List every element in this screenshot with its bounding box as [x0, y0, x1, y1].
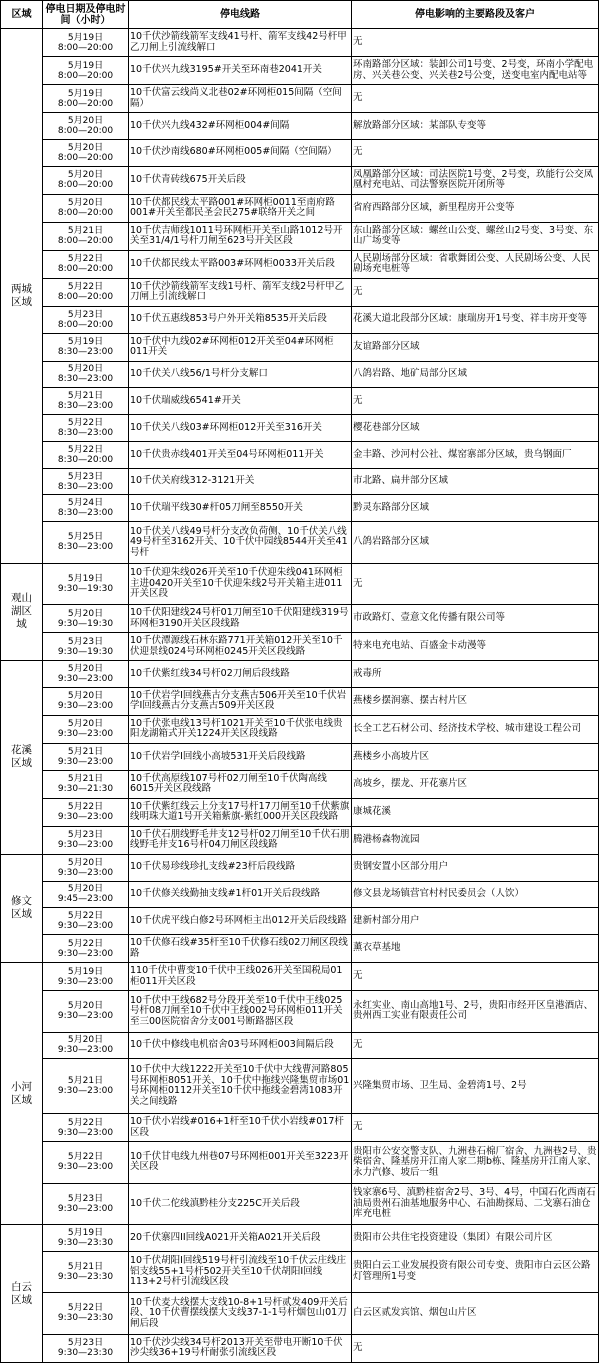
table-row: [1, 633, 599, 661]
outage-line-cell: 10千伏都民线太平路003#环网柜0033开关后段: [129, 250, 352, 278]
outage-hours: 8:00—20:00: [57, 236, 114, 247]
outage-hours: 8:00—20:00: [57, 152, 114, 163]
affected-customers-cell: 无: [352, 963, 599, 991]
outage-hours: 9:30—23:00: [57, 1162, 114, 1173]
table-row: [1, 388, 599, 415]
header-area: 区域: [1, 1, 43, 29]
outage-hours: 9:30—23:00: [57, 1045, 114, 1056]
affected-customers-cell: 人民剧场部分区域：省歌舞团公变、人民剧场公变、人民剧场充电桩等: [352, 250, 599, 278]
area-cell: 观山 湖区 域: [1, 563, 43, 660]
outage-date: 5月22日: [67, 911, 104, 922]
table-row: [1, 991, 599, 1032]
time-cell: [43, 935, 129, 963]
outage-line-cell: 10千伏中修线电机宿舍03号环网柜003间隔后段: [129, 1032, 352, 1059]
outage-hours: 8:00—20:00: [57, 319, 114, 330]
table-row: [1, 139, 599, 166]
affected-customers-cell: 修文县龙场镇营官村村民委员会（人饮）: [352, 881, 599, 908]
affected-customers-cell: 高坡乡，摆龙、开花寨片区: [352, 770, 599, 798]
outage-date: 5月21日: [67, 1076, 104, 1087]
outage-line-cell: 10千伏高原线107号杆02刀闸至10千伏陶高线6015开关区段线路: [129, 770, 352, 798]
time-cell: [43, 1059, 129, 1114]
outage-line-cell: 10千伏中九线02#环网柜012开关至04#环网柜011开关: [129, 333, 352, 361]
table-row: [1, 113, 599, 140]
affected-customers-cell: 贵钢安置小区部分用户: [352, 854, 599, 881]
affected-customers-cell: 樱花巷部分区域: [352, 415, 599, 442]
affected-customers-cell: 长全工艺石材公司、经济技术学校、城市建设工程公司: [352, 715, 599, 743]
outage-hours: 9:30—23:30: [57, 1271, 114, 1282]
outage-date: 5月20日: [67, 884, 104, 895]
outage-date: 5月21日: [67, 391, 104, 402]
time-cell: [43, 1251, 129, 1292]
outage-hours: 9:30—23:30: [57, 1237, 114, 1248]
time-cell: [43, 881, 129, 908]
outage-date: 5月22日: [67, 444, 104, 455]
outage-hours: 8:00—20:00: [57, 180, 114, 191]
outage-hours: 8:00—20:00: [57, 70, 114, 81]
outage-hours: 8:00—20:00: [57, 292, 114, 303]
outage-line-cell: 10千伏修石线#35杆至10千伏修石线02刀闸区段线路: [129, 935, 352, 963]
outage-date: 5月20日: [67, 115, 104, 126]
table-row: [1, 1293, 599, 1334]
outage-date: 5月25日: [67, 532, 104, 543]
outage-line-cell: 20千伏寨四II回线A021开关箱A021开关后段: [129, 1225, 352, 1252]
time-cell: [43, 633, 129, 661]
affected-customers-cell: 无: [352, 139, 599, 166]
time-cell: [43, 333, 129, 361]
outage-line-cell: 110千伏中曹变10千伏中王线026开关至国税局01柜011开关区段: [129, 963, 352, 991]
outage-date: 5月20日: [67, 198, 104, 209]
table-row: [1, 166, 599, 194]
time-cell: [43, 415, 129, 442]
outage-date: 5月23日: [67, 1338, 104, 1349]
outage-line-cell: 10千伏二佗线滇黔桂分支225C开关后段: [129, 1183, 352, 1224]
outage-date: 5月22日: [67, 417, 104, 428]
outage-line-cell: 10千伏中王线682号分段开关至10千伏中王线025号杆08刀闸至10千伏中王线002号环网柜011开关至三00医院宿舍分支001号断路器区段: [129, 991, 352, 1032]
outage-date: 5月22日: [67, 1117, 104, 1128]
area-cell: 两城 区域: [1, 29, 43, 564]
affected-customers-cell: 八鸽岩路、地矿局部分区域: [352, 361, 599, 388]
outage-line-cell: 10千伏都民线太平路001#环网柜0011至南府路001#开关至都民圣会民275#联络开关之间: [129, 194, 352, 222]
header-row: [1, 1, 599, 29]
outage-hours: 9:30—19:30: [57, 618, 114, 629]
outage-line-cell: 10千伏潭源线石林东路771开关箱012开关至10千伏迎景线024号环网柜0245开关区段线路: [129, 633, 352, 661]
outage-line-cell: 10千伏五惠线853号户外开关箱8535开关后段: [129, 306, 352, 333]
outage-date: 5月22日: [67, 1303, 104, 1314]
outage-hours: 9:30—23:00: [57, 948, 114, 959]
table-row: [1, 770, 599, 798]
time-cell: [43, 57, 129, 85]
outage-line-cell: 10千伏阳建线24号杆01刀闸至10千伏阳建线319号环网柜3190开关区段线路: [129, 605, 352, 633]
outage-hours: 9:30—23:00: [57, 976, 114, 987]
time-cell: [43, 1225, 129, 1252]
outage-hours: 9:30—21:30: [57, 784, 114, 795]
outage-hours: 9:30—23:00: [57, 1011, 114, 1022]
outage-line-cell: 10千伏兴九线3195#开关至环南巷2041开关: [129, 57, 352, 85]
time-cell: [43, 194, 129, 222]
area-cell: 修文 区域: [1, 854, 43, 962]
time-cell: [43, 1032, 129, 1059]
affected-customers-cell: 腾港杨森物流园: [352, 826, 599, 854]
table-row: [1, 361, 599, 388]
outage-line-cell: 10千伏青砖线675开关后段: [129, 166, 352, 194]
outage-date: 5月21日: [67, 1261, 104, 1272]
time-cell: [43, 113, 129, 140]
outage-line-cell: 10千伏麦大线摆大支线10-8+1号杆贰发409开关后段、10千伏曹摆线摆大支线37-1-1号杆烟包山01刀闸后段: [129, 1293, 352, 1334]
outage-hours: 9:30—23:00: [57, 867, 114, 878]
table-row: [1, 563, 599, 604]
affected-customers-cell: 黔灵东路部分区域: [352, 495, 599, 522]
affected-customers-cell: 东山路部分区域：螺丝山公变、螺丝山2号变、3号变、东山广场变等: [352, 222, 599, 250]
outage-hours: 8:30—23:00: [57, 542, 114, 553]
affected-customers-cell: 友谊路部分区域: [352, 333, 599, 361]
affected-customers-cell: 省府西路部分区域，新里程房开公变等: [352, 194, 599, 222]
table-row: [1, 798, 599, 826]
outage-hours: 9:45—23:00: [57, 894, 114, 905]
affected-customers-cell: 无: [352, 563, 599, 604]
outage-hours: 9:30—23:00: [57, 1203, 114, 1214]
table-row: [1, 1114, 599, 1142]
table-row: [1, 333, 599, 361]
affected-customers-cell: 特来电充电站、百盛金卡动漫等: [352, 633, 599, 661]
time-cell: [43, 1183, 129, 1224]
time-cell: [43, 1142, 129, 1183]
table-row: [1, 29, 599, 57]
outage-hours: 8:30—23:00: [57, 427, 114, 438]
affected-customers-cell: 无: [352, 1114, 599, 1142]
table-row: [1, 854, 599, 881]
table-row: [1, 441, 599, 468]
outage-line-cell: 10千伏关府线312-3121开关: [129, 468, 352, 495]
outage-date: 5月20日: [67, 1035, 104, 1046]
outage-line-cell: 10千伏胡阳I回线519号杆引流线至10千伏云庄线庄铝支线55+1号杆502开关至10千伏胡阳I回线113+2号杆引流线区段: [129, 1251, 352, 1292]
table-row: [1, 415, 599, 442]
table-row: [1, 687, 599, 715]
outage-date: 5月22日: [67, 802, 104, 813]
outage-hours: 9:30—23:30: [57, 1348, 114, 1359]
outage-date: 5月20日: [67, 364, 104, 375]
header-line: 停电线路: [129, 1, 352, 29]
outage-hours: 8:00—20:00: [57, 42, 114, 53]
affected-customers-cell: 市北路、扁井部分区域: [352, 468, 599, 495]
affected-customers-cell: 花溪大道北段部分区域：康瑞房开1号变、祥丰房开变等: [352, 306, 599, 333]
time-cell: [43, 770, 129, 798]
time-cell: [43, 687, 129, 715]
outage-line-cell: 10千伏瑞威线6541#开关: [129, 388, 352, 415]
header-impact: 停电影响的主要路段及客户: [352, 1, 599, 29]
outage-date: 5月20日: [67, 691, 104, 702]
outage-date: 5月19日: [67, 1227, 104, 1238]
affected-customers-cell: 贵阳白云工业发展投资有限公司专变、贵阳市白云区公路灯管理所1号变: [352, 1251, 599, 1292]
outage-line-cell: 10千伏甘电线九州巷07号环网柜001开关至3223开关区段: [129, 1142, 352, 1183]
affected-customers-cell: 无: [352, 1032, 599, 1059]
outage-hours: 8:00—20:00: [57, 98, 114, 109]
affected-customers-cell: 无: [352, 1334, 599, 1362]
outage-line-cell: 10千伏岩学Ⅰ回线小高坡531开关后段线路: [129, 743, 352, 770]
affected-customers-cell: 钱家寨6号、滇黔桂宿舍2号、3号、4号，中国石化西南石油局贵州石油基地服务中心、石油勘探局、二戈寨石油仓库充电桩: [352, 1183, 599, 1224]
table-row: [1, 935, 599, 963]
outage-date: 5月19日: [67, 60, 104, 71]
outage-hours: 9:30—19:30: [57, 646, 114, 657]
time-cell: [43, 605, 129, 633]
outage-date: 5月22日: [67, 254, 104, 265]
time-cell: [43, 388, 129, 415]
affected-customers-cell: 解放路部分区域：某部队专变等: [352, 113, 599, 140]
outage-date: 5月19日: [67, 337, 104, 348]
outage-date: 5月24日: [67, 498, 104, 509]
time-cell: [43, 522, 129, 563]
outage-hours: 8:30—23:00: [57, 374, 114, 385]
table-row: [1, 605, 599, 633]
table-row: [1, 715, 599, 743]
outage-date: 5月20日: [67, 142, 104, 153]
time-cell: [43, 222, 129, 250]
outage-hours: 8:30—23:00: [57, 508, 114, 519]
table-row: [1, 222, 599, 250]
affected-customers-cell: 市政路灯、壹意文化传播有限公司等: [352, 605, 599, 633]
outage-date: 5月21日: [67, 226, 104, 237]
table-row: [1, 826, 599, 854]
affected-customers-cell: 贵阳市公安交警支队、九洲巷石棉厂宿舍、九洲巷2号、贵柴宿舍、隆基房开江南人家二期b栋、隆基房开江南人家、永力汽修、坡后一组: [352, 1142, 599, 1183]
time-cell: [43, 441, 129, 468]
affected-customers-cell: 薰衣草基地: [352, 935, 599, 963]
outage-hours: 8:30—23:00: [57, 401, 114, 412]
outage-line-cell: 10千伏易珍线珍扎支线#23杆后段线路: [129, 854, 352, 881]
time-cell: [43, 991, 129, 1032]
outage-hours: 8:30—23:00: [57, 347, 114, 358]
outage-date: 5月20日: [67, 608, 104, 619]
area-cell: 白云 区域: [1, 1225, 43, 1363]
time-cell: [43, 908, 129, 935]
affected-customers-cell: 贵阳市公共住宅投资建设（集团）有限公司片区: [352, 1225, 599, 1252]
outage-date: 5月23日: [67, 636, 104, 647]
outage-date: 5月23日: [67, 309, 104, 320]
table-row: [1, 278, 599, 306]
outage-line-cell: 10千伏富云线尚义北巷02#环网柜015间隔（空间隔）: [129, 85, 352, 113]
time-cell: [43, 563, 129, 604]
time-cell: [43, 1293, 129, 1334]
time-cell: [43, 166, 129, 194]
outage-hours: 8:00—20:00: [57, 125, 114, 136]
outage-date: 5月21日: [67, 746, 104, 757]
outage-hours: 9:30—23:00: [57, 756, 114, 767]
area-cell: 花溪 区域: [1, 661, 43, 855]
outage-hours: 9:30—23:00: [57, 1086, 114, 1097]
affected-customers-cell: 燕楼乡摆润寨、摆古村片区: [352, 687, 599, 715]
time-cell: [43, 798, 129, 826]
table-row: [1, 522, 599, 563]
outage-line-cell: 10千伏贵赤线401开关至04号环网柜011开关: [129, 441, 352, 468]
time-cell: [43, 1334, 129, 1362]
outage-line-cell: 10千伏兴九线432#环网柜004#间隔: [129, 113, 352, 140]
outage-line-cell: 10千伏紫红线34号杆02刀闸后段线路: [129, 661, 352, 688]
outage-hours: 9:30—23:00: [57, 840, 114, 851]
affected-customers-cell: 白云区贰发宾馆、烟包山片区: [352, 1293, 599, 1334]
outage-date: 5月21日: [67, 774, 104, 785]
table-row: [1, 1059, 599, 1114]
affected-customers-cell: 建新村部分用户: [352, 908, 599, 935]
time-cell: [43, 250, 129, 278]
table-row: [1, 1334, 599, 1362]
table-row: [1, 881, 599, 908]
outage-hours: 9:30—23:00: [57, 729, 114, 740]
table-row: [1, 908, 599, 935]
table-row: [1, 1142, 599, 1183]
outage-line-cell: 10千伏迎朱线026开关至10千伏迎朱线041环网柜主进0420开关至10千伏迎朱线2号开关箱主进011开关区段: [129, 563, 352, 604]
outage-hours: 8:00—20:00: [57, 264, 114, 275]
outage-line-cell: 10千伏岩学Ⅰ回线燕古分支燕古506开关至10千伏岩学Ⅰ回线燕古分支燕古509开关区段: [129, 687, 352, 715]
time-cell: [43, 661, 129, 688]
table-body: [1, 29, 599, 1363]
outage-hours: 9:30—23:00: [57, 812, 114, 823]
outage-line-cell: 10千伏沙尖线34号杆2013开关至带电开断10千伏沙尖线36+19号杆耐张引流线区段: [129, 1334, 352, 1362]
affected-customers-cell: 金丰路、沙河村公社、煤窑寨部分区域，贵乌钢面厂: [352, 441, 599, 468]
outage-date: 5月23日: [67, 830, 104, 841]
table-row: [1, 250, 599, 278]
outage-hours: 9:30—19:30: [57, 583, 114, 594]
outage-hours: 9:30—23:00: [57, 1127, 114, 1138]
outage-line-cell: 10千伏关八线49号杆分支改负荷侧、10千伏关八线49号杆至3162开关、10千伏中园线8544开关至41号杆: [129, 522, 352, 563]
affected-customers-cell: 无: [352, 388, 599, 415]
outage-line-cell: 10千伏紫红线云上分支17号杆17刀闸至10千伏紫旗线明珠大道1号开关箱紫旗-紫红000开关区段线路: [129, 798, 352, 826]
affected-customers-cell: 燕楼乡小高坡片区: [352, 743, 599, 770]
outage-line-cell: 10千伏关八线03#环网柜012开关至316开关: [129, 415, 352, 442]
outage-date: 5月23日: [67, 1193, 104, 1204]
table-row: [1, 1225, 599, 1252]
time-cell: [43, 361, 129, 388]
affected-customers-cell: 永红实业、南山高地1号、2号，贵阳市经开区皇港酒店、贵州西工实业有限责任公司: [352, 991, 599, 1032]
outage-line-cell: 10千伏虎平线白修2号环网柜主出012开关后段线路: [129, 908, 352, 935]
outage-date: 5月20日: [67, 719, 104, 730]
outage-date: 5月22日: [67, 938, 104, 949]
time-cell: [43, 85, 129, 113]
outage-line-cell: 10千伏修关线勤抽支线#1杆01开关后段线路: [129, 881, 352, 908]
outage-date: 5月19日: [67, 966, 104, 977]
outage-date: 5月20日: [67, 857, 104, 868]
time-cell: [43, 29, 129, 57]
time-cell: [43, 306, 129, 333]
table-row: [1, 306, 599, 333]
outage-line-cell: 10千伏沙南线680#环网柜005#间隔（空间隔）: [129, 139, 352, 166]
affected-customers-cell: 兴隆集贸市场、卫生局、金碧湾1号、2号: [352, 1059, 599, 1114]
outage-hours: 9:30—23:30: [57, 1313, 114, 1324]
time-cell: [43, 1114, 129, 1142]
outage-line-cell: 10千伏张电线13号杆1021开关至10千伏张电线贵阳龙湖箱式开关1224开关区段线路: [129, 715, 352, 743]
table-row: [1, 1251, 599, 1292]
outage-line-cell: 10千伏瑞平线30#杆05刀闸至8550开关: [129, 495, 352, 522]
outage-line-cell: 10千伏沙箭线箭军支线41号杆、箭军支线42号杆甲乙刀闸上引流线解口: [129, 29, 352, 57]
outage-hours: 9:30—23:00: [57, 921, 114, 932]
table-row: [1, 57, 599, 85]
outage-date: 5月20日: [67, 663, 104, 674]
outage-line-cell: 10千伏中大线1222开关至10千伏中大线曹河路805号环网柜8051开关、10千伏中拖线兴隆集贸市场01号环网柜0112开关至10千伏中拖线金碧湾1083开关之间线路: [129, 1059, 352, 1114]
time-cell: [43, 495, 129, 522]
affected-customers-cell: 八鸽岩路部分区域: [352, 522, 599, 563]
time-cell: [43, 715, 129, 743]
outage-hours: 8:30—23:00: [57, 481, 114, 492]
table-row: [1, 1183, 599, 1224]
affected-customers-cell: 无: [352, 29, 599, 57]
outage-date: 5月23日: [67, 471, 104, 482]
table-row: [1, 194, 599, 222]
outage-hours: 9:30—23:00: [57, 701, 114, 712]
outage-date: 5月22日: [67, 1152, 104, 1163]
table-row: [1, 468, 599, 495]
area-cell: 小河 区域: [1, 963, 43, 1225]
outage-hours: 8:30—20:00: [57, 454, 114, 465]
outage-line-cell: 10千伏沙箭线箭军支线1号杆、箭军支线2号杆甲乙刀闸上引流线解口: [129, 278, 352, 306]
affected-customers-cell: 戒毒所: [352, 661, 599, 688]
outage-date: 5月19日: [67, 32, 104, 43]
table-row: [1, 661, 599, 688]
time-cell: [43, 139, 129, 166]
outage-date: 5月20日: [67, 1001, 104, 1012]
outage-date: 5月19日: [67, 88, 104, 99]
outage-line-cell: 10千伏石朋线野毛井支12号杆02刀闸至10千伏石朋线野毛井支16号杆04刀闸区段线路: [129, 826, 352, 854]
time-cell: [43, 743, 129, 770]
time-cell: [43, 963, 129, 991]
table-row: [1, 963, 599, 991]
affected-customers-cell: 凤凰路部分区域：司法医院1号变、2号变，玖能行公交凤凰村充电站、司法警察医院开闭所等: [352, 166, 599, 194]
outage-hours: 9:30—23:00: [57, 673, 114, 684]
time-cell: [43, 278, 129, 306]
header-time: 停电日期及停电时间（小时）: [43, 1, 129, 29]
table-row: [1, 1032, 599, 1059]
affected-customers-cell: 无: [352, 278, 599, 306]
affected-customers-cell: 环南路部分区域：装卸公司1号变、2号变，环南小学配电房、兴关巷公变、兴关巷2号公变，送变电室内配电站等: [352, 57, 599, 85]
affected-customers-cell: 康城花溪: [352, 798, 599, 826]
table-row: [1, 495, 599, 522]
outage-date: 5月20日: [67, 170, 104, 181]
outage-date: 5月19日: [67, 573, 104, 584]
time-cell: [43, 468, 129, 495]
outage-date: 5月22日: [67, 282, 104, 293]
time-cell: [43, 826, 129, 854]
time-cell: [43, 854, 129, 881]
outage-line-cell: 10千伏吉师线1011号环网柜开关至山路1012号开关至31/4/1号杆刀闸至623号开关区段: [129, 222, 352, 250]
table-row: [1, 85, 599, 113]
outage-line-cell: 10千伏关八线56/1号杆分支解口: [129, 361, 352, 388]
outage-hours: 8:00—20:00: [57, 208, 114, 219]
outage-line-cell: 10千伏小岩线#016+1杆至10千伏小岩线#017杆区段: [129, 1114, 352, 1142]
table-row: [1, 743, 599, 770]
affected-customers-cell: 无: [352, 85, 599, 113]
